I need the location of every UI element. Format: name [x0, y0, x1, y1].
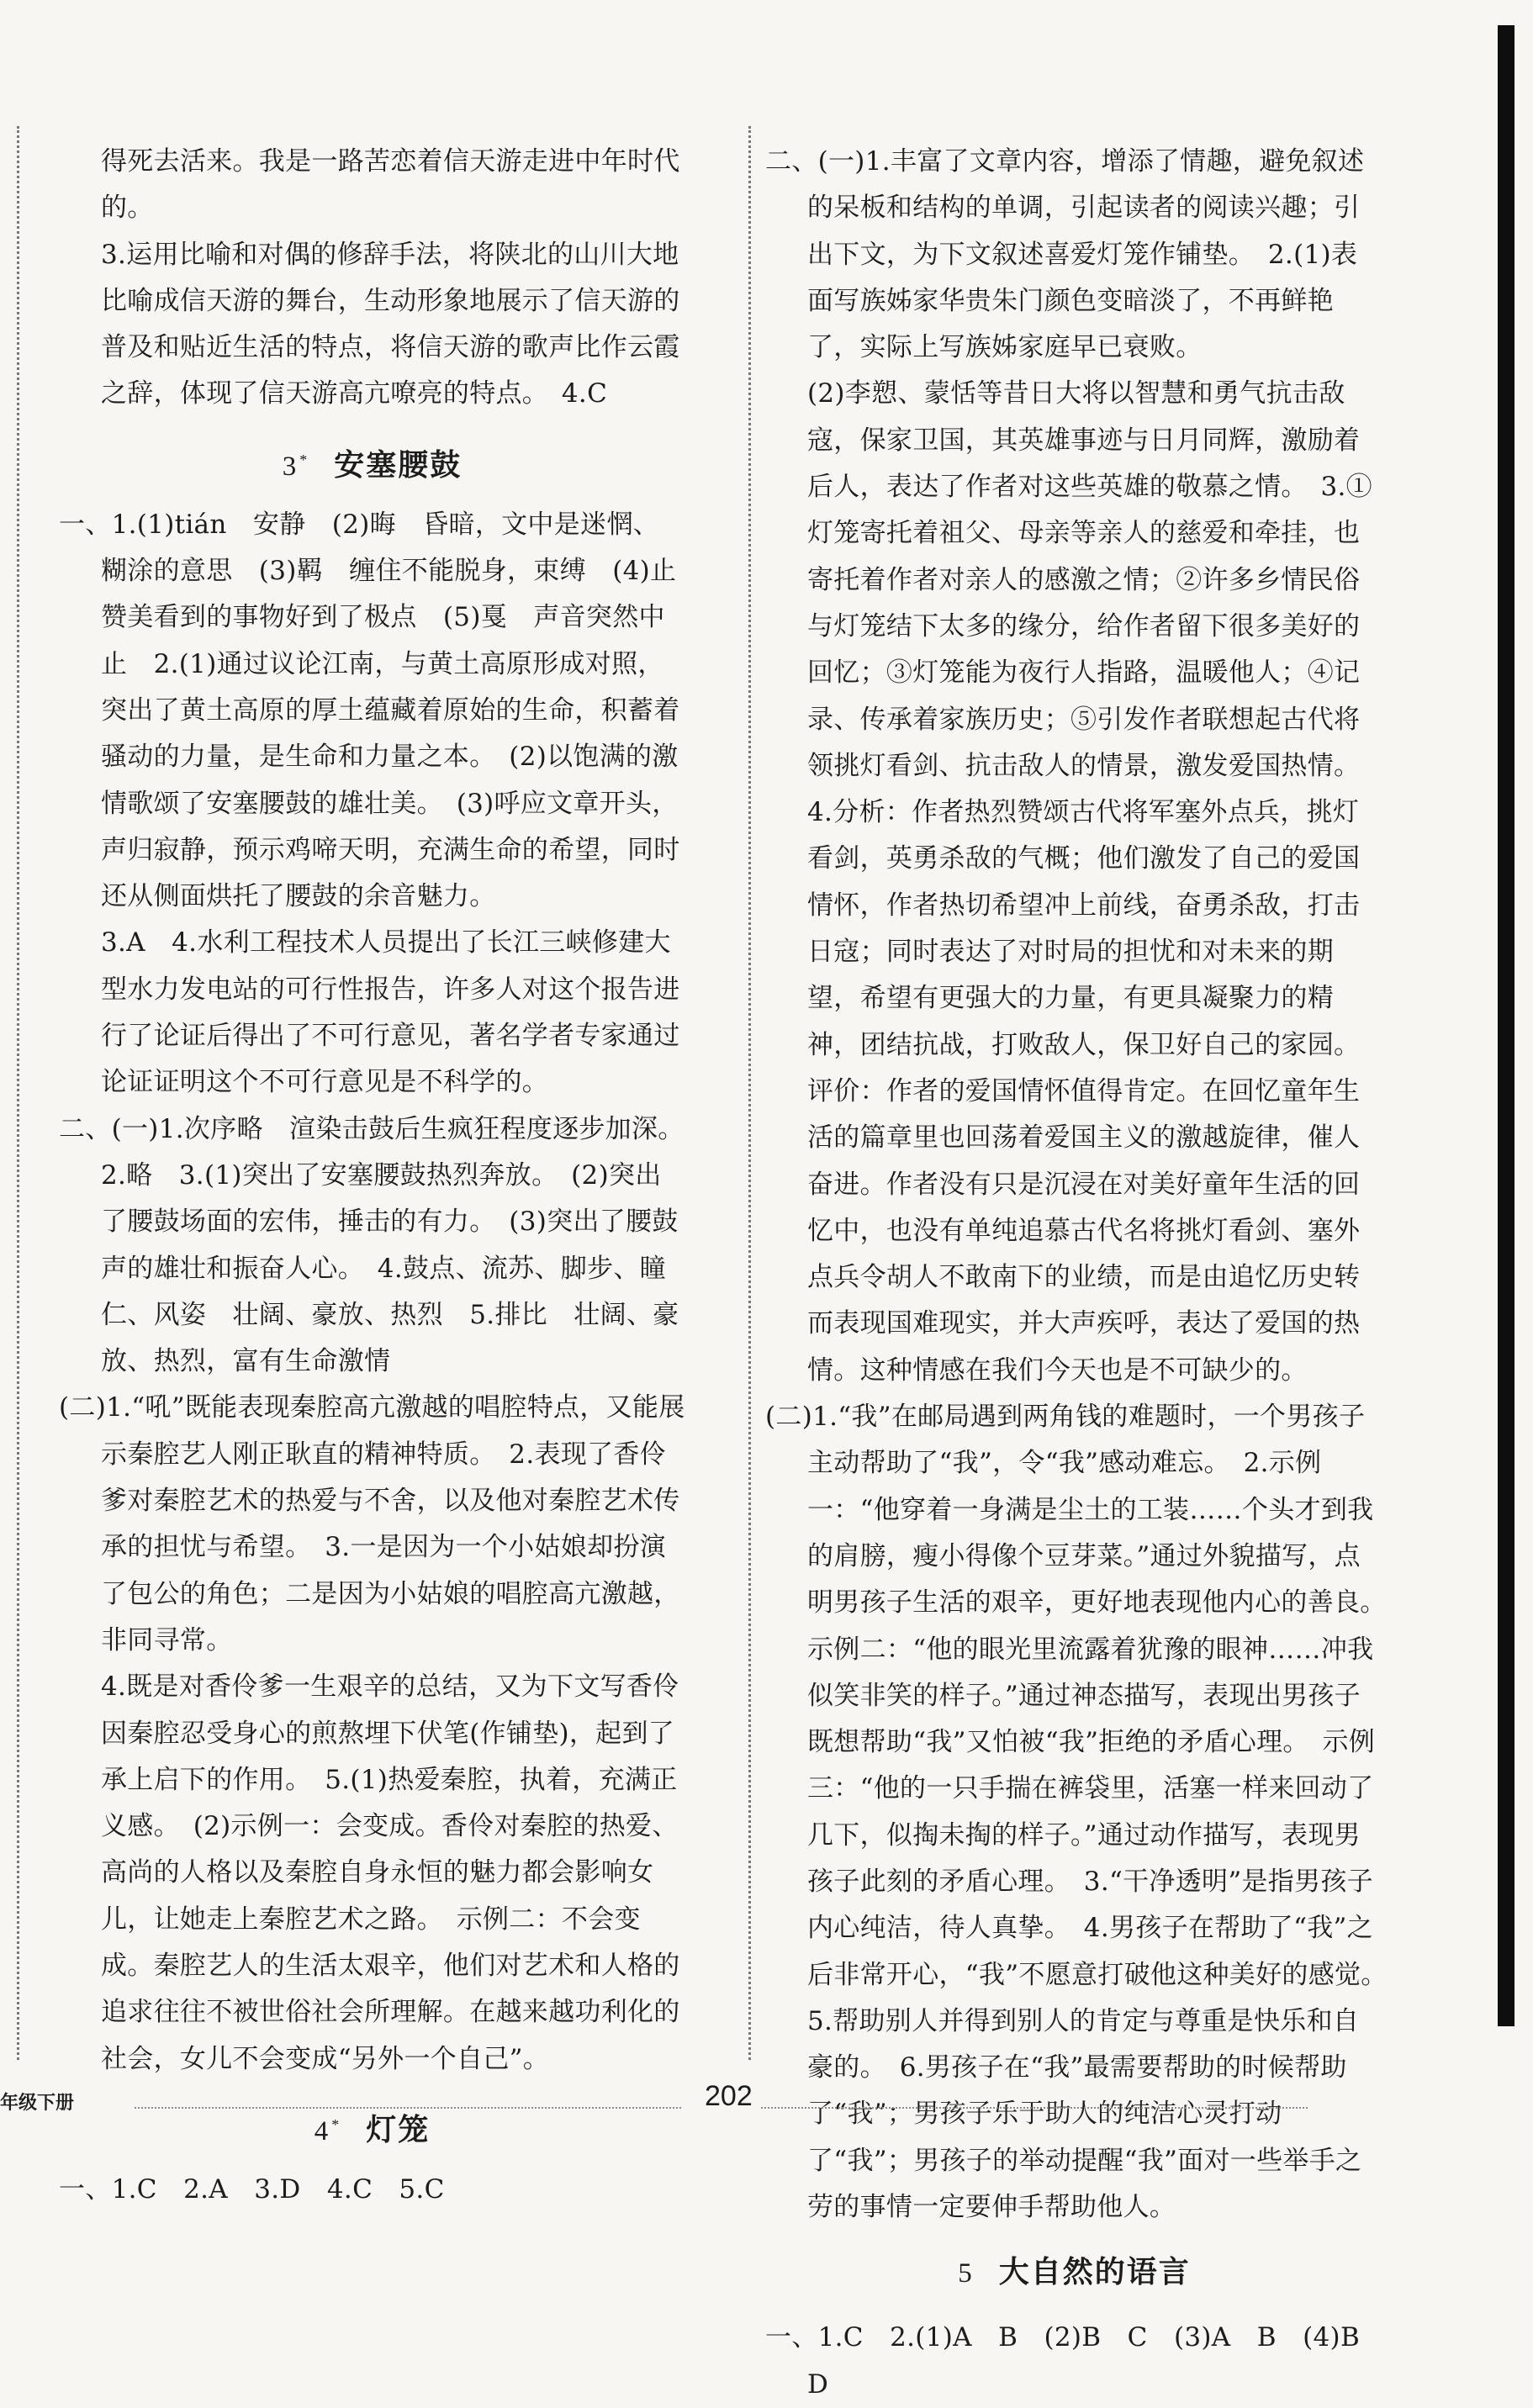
left-column: [59, 139, 703, 2213]
paragraph: 4.既是对香伶爹一生艰辛的总结，又为下文写香伶因秦腔忍受身心的煎熬埋下伏笔(作铺垫)，起到了承上启下的作用。 5.(1)热爱秦腔，执着，充满正义感。 (2)示例一：会变成。香伶对秦腔的热爱、高尚的人格以及秦腔自身永恒的魅力都会影响女儿，让她走上秦腔艺术之路。 示例二：不会变成。秦腔艺人的生活太艰辛，他们对艺术和人格的追求往往不被世俗社会所理解。在越来越功利化的社会，女儿不会变成“另外一个自己”。: [101, 1671, 680, 2074]
paragraph: 得死去活来。我是一路苦恋着信天游走进中年时代的。: [101, 146, 680, 224]
footer-dotted-rule: [761, 2107, 1308, 2109]
page-footer: [0, 2080, 1533, 2127]
lesson-5-heading: [765, 2231, 1383, 2315]
paragraph: (二)1.“吼”既能表现秦腔高亢激越的唱腔特点，又能展示秦腔艺人刚正耿直的精神特质。 2.表现了香伶爹对秦腔艺术的热爱与不舍，以及他对秦腔艺术传承的担忧与希望。 3.一是因为一个小姑娘却扮演了包公的角色；二是因为小姑娘的唱腔高亢激越，非同寻常。: [59, 1392, 685, 1656]
page-number: 202: [705, 2080, 753, 2112]
paragraph: 一、1.C 2.A 3.D 4.C 5.C: [59, 2173, 445, 2205]
paragraph: 一、1.(1)tián 安静 (2)晦 昏暗，文中是迷惘、糊涂的意思 (3)羁 缠住不能脱身，束缚 (4)止 赞美看到的事物好到了极点 (5)戛 声音突然中止 2.(1)通过议论江南，与黄土高原形成对照，突出了黄土高原的厚土蕴藏着原始的生命，积蓄着骚动的力量，是生命和力量之本。 (2)以饱满的激情歌颂了安塞腰鼓的雄壮美。 (3)呼应文章开头，声归寂静，预示鸡啼天明，充满生命的希望，同时还从侧面烘托了腰鼓的余音魅力。: [59, 509, 703, 912]
lesson-number: 4 *: [314, 2115, 341, 2147]
binding-strip: [1498, 25, 1514, 2026]
middle-cut-line: [748, 126, 751, 2060]
lesson-title: 灯笼: [366, 2112, 431, 2147]
footer-dotted-rule: [135, 2107, 681, 2109]
paragraph: 3.运用比喻和对偶的修辞手法，将陕北的山川大地比喻成信天游的舞台，生动形象地展示了信天游的普及和贴近生活的特点，将信天游的歌声比作云霞之辞，体现了信天游高亢嘹亮的特点。 4.C: [101, 239, 680, 409]
paragraph: (2)李愬、蒙恬等昔日大将以智慧和勇气抗击敌寇，保家卫国，其英雄事迹与日月同辉，激励着后人，表达了作者对这些英雄的敬慕之情。 3.①灯笼寄托着祖父、母亲等亲人的慈爱和牵挂，也寄托着作者对亲人的感激之情；②许多乡情民俗与灯笼结下太多的缘分，给作者留下很多美好的回忆；③灯笼能为夜行人指路，温暖他人；④记录、传承着家族历史；⑤引发作者联想起古代将领挑灯看剑、抗击敌人的情景，激发爱国热情。 4.分析：作者热烈赞颂古代将军塞外点兵，挑灯看剑，英勇杀敌的气概；他们激发了自己的爱国情怀，作者热切希望冲上前线，奋勇杀敌，打击日寇；同时表达了对时局的担忧和对未来的期望，希望有更强大的力量，有更具凝聚力的精神，团结抗战，打败敌人，保卫好自己的家园。评价：作者的爱国情怀值得肯定。在回忆童年生活的篇章里也回荡着爱国主义的激越旋律，催人奋进。作者没有只是沉浸在对美好童年生活的回忆中，也没有单纯追慕古代名将挑灯看剑、塞外点兵令胡人不敢南下的业绩，而是由追忆历史转而表现国难现实，并大声疾呼，表达了爱国的热情。这种情感在我们今天也是不可缺少的。: [807, 378, 1374, 1386]
paragraph: 2.略 3.(1)突出了安塞腰鼓热烈奔放。 (2)突出了腰鼓场面的宏伟，捶击的有力。 (3)突出了腰鼓声的雄壮和振奋人心。 4.鼓点、流苏、脚步、瞳仁、风姿 壮阔、豪放、热烈 5.排比 壮阔、豪放、热烈，富有生命激情: [101, 1159, 679, 1377]
lesson-title: 大自然的语言: [998, 2255, 1191, 2290]
paragraph: 二、(一)1.次序略 渲染击鼓后生疯狂程度逐步加深。: [59, 1113, 685, 1144]
left-cut-line: [17, 126, 19, 2060]
paragraph: 3.A 4.水利工程技术人员提出了长江三峡修建大型水力发电站的可行性报告，许多人对这个报告进行了论证后得出了不可行意见，著名学者专家通过论证证明这个不可行意见是不科学的。: [101, 927, 680, 1098]
paragraph: 二、(一)1.丰富了文章内容，增添了情趣，避免叙述的呆板和结构的单调，引起读者的阅读兴趣；引出下文，为下文叙述喜爱灯笼作铺垫。 2.(1)表面写族姊家华贵朱门颜色变暗淡了，不再鲜艳了，实际上写族姊家庭早已衰败。: [765, 146, 1365, 363]
lesson-number: 5: [958, 2258, 974, 2289]
lesson-number: 3 *: [282, 451, 309, 482]
paragraph: (二)1.“我”在邮局遇到两角钱的难题时，一个男孩子主动帮助了“我”，令“我”感动难忘。 2.示例一：“他穿着一身满是尘土的工装……个头才到我的肩膀，瘦小得像个豆芽菜。”通过外貌描写，点明男孩子生活的艰辛，更好地表现他内心的善良。 示例二：“他的眼光里流露着犹豫的眼神……冲我似笑非笑的样子。”通过神态描写，表现出男孩子既想帮助“我”又怕被“我”拒绝的矛盾心理。 示例三：“他的一只手揣在裤袋里，活塞一样来回动了几下，似掏未掏的样子。”通过动作描写，表现男孩子此刻的矛盾心理。 3.“干净透明”是指男孩子内心纯洁，待人真挚。 4.男孩子在帮助了“我”之后非常开心，“我”不愿意打破他这种美好的感觉。 5.帮助别人并得到别人的肯定与尊重是快乐和自豪的。 6.男孩子在“我”最需要帮助的时候帮助了“我”；男孩子乐于助人的纯洁心灵打动了“我”；男孩子的举动提醒“我”面对一些举手之劳的事情一定要伸手帮助他人。: [765, 1402, 1401, 2223]
grade-label: 年级下册: [0, 2093, 75, 2114]
lesson-title: 安塞腰鼓: [334, 447, 463, 483]
paragraph: 一、1.C 2.(1)A B (2)B C (3)A B (4)B D: [765, 2322, 1387, 2400]
lesson-3-heading: [59, 418, 685, 502]
right-column: [765, 139, 1401, 2408]
